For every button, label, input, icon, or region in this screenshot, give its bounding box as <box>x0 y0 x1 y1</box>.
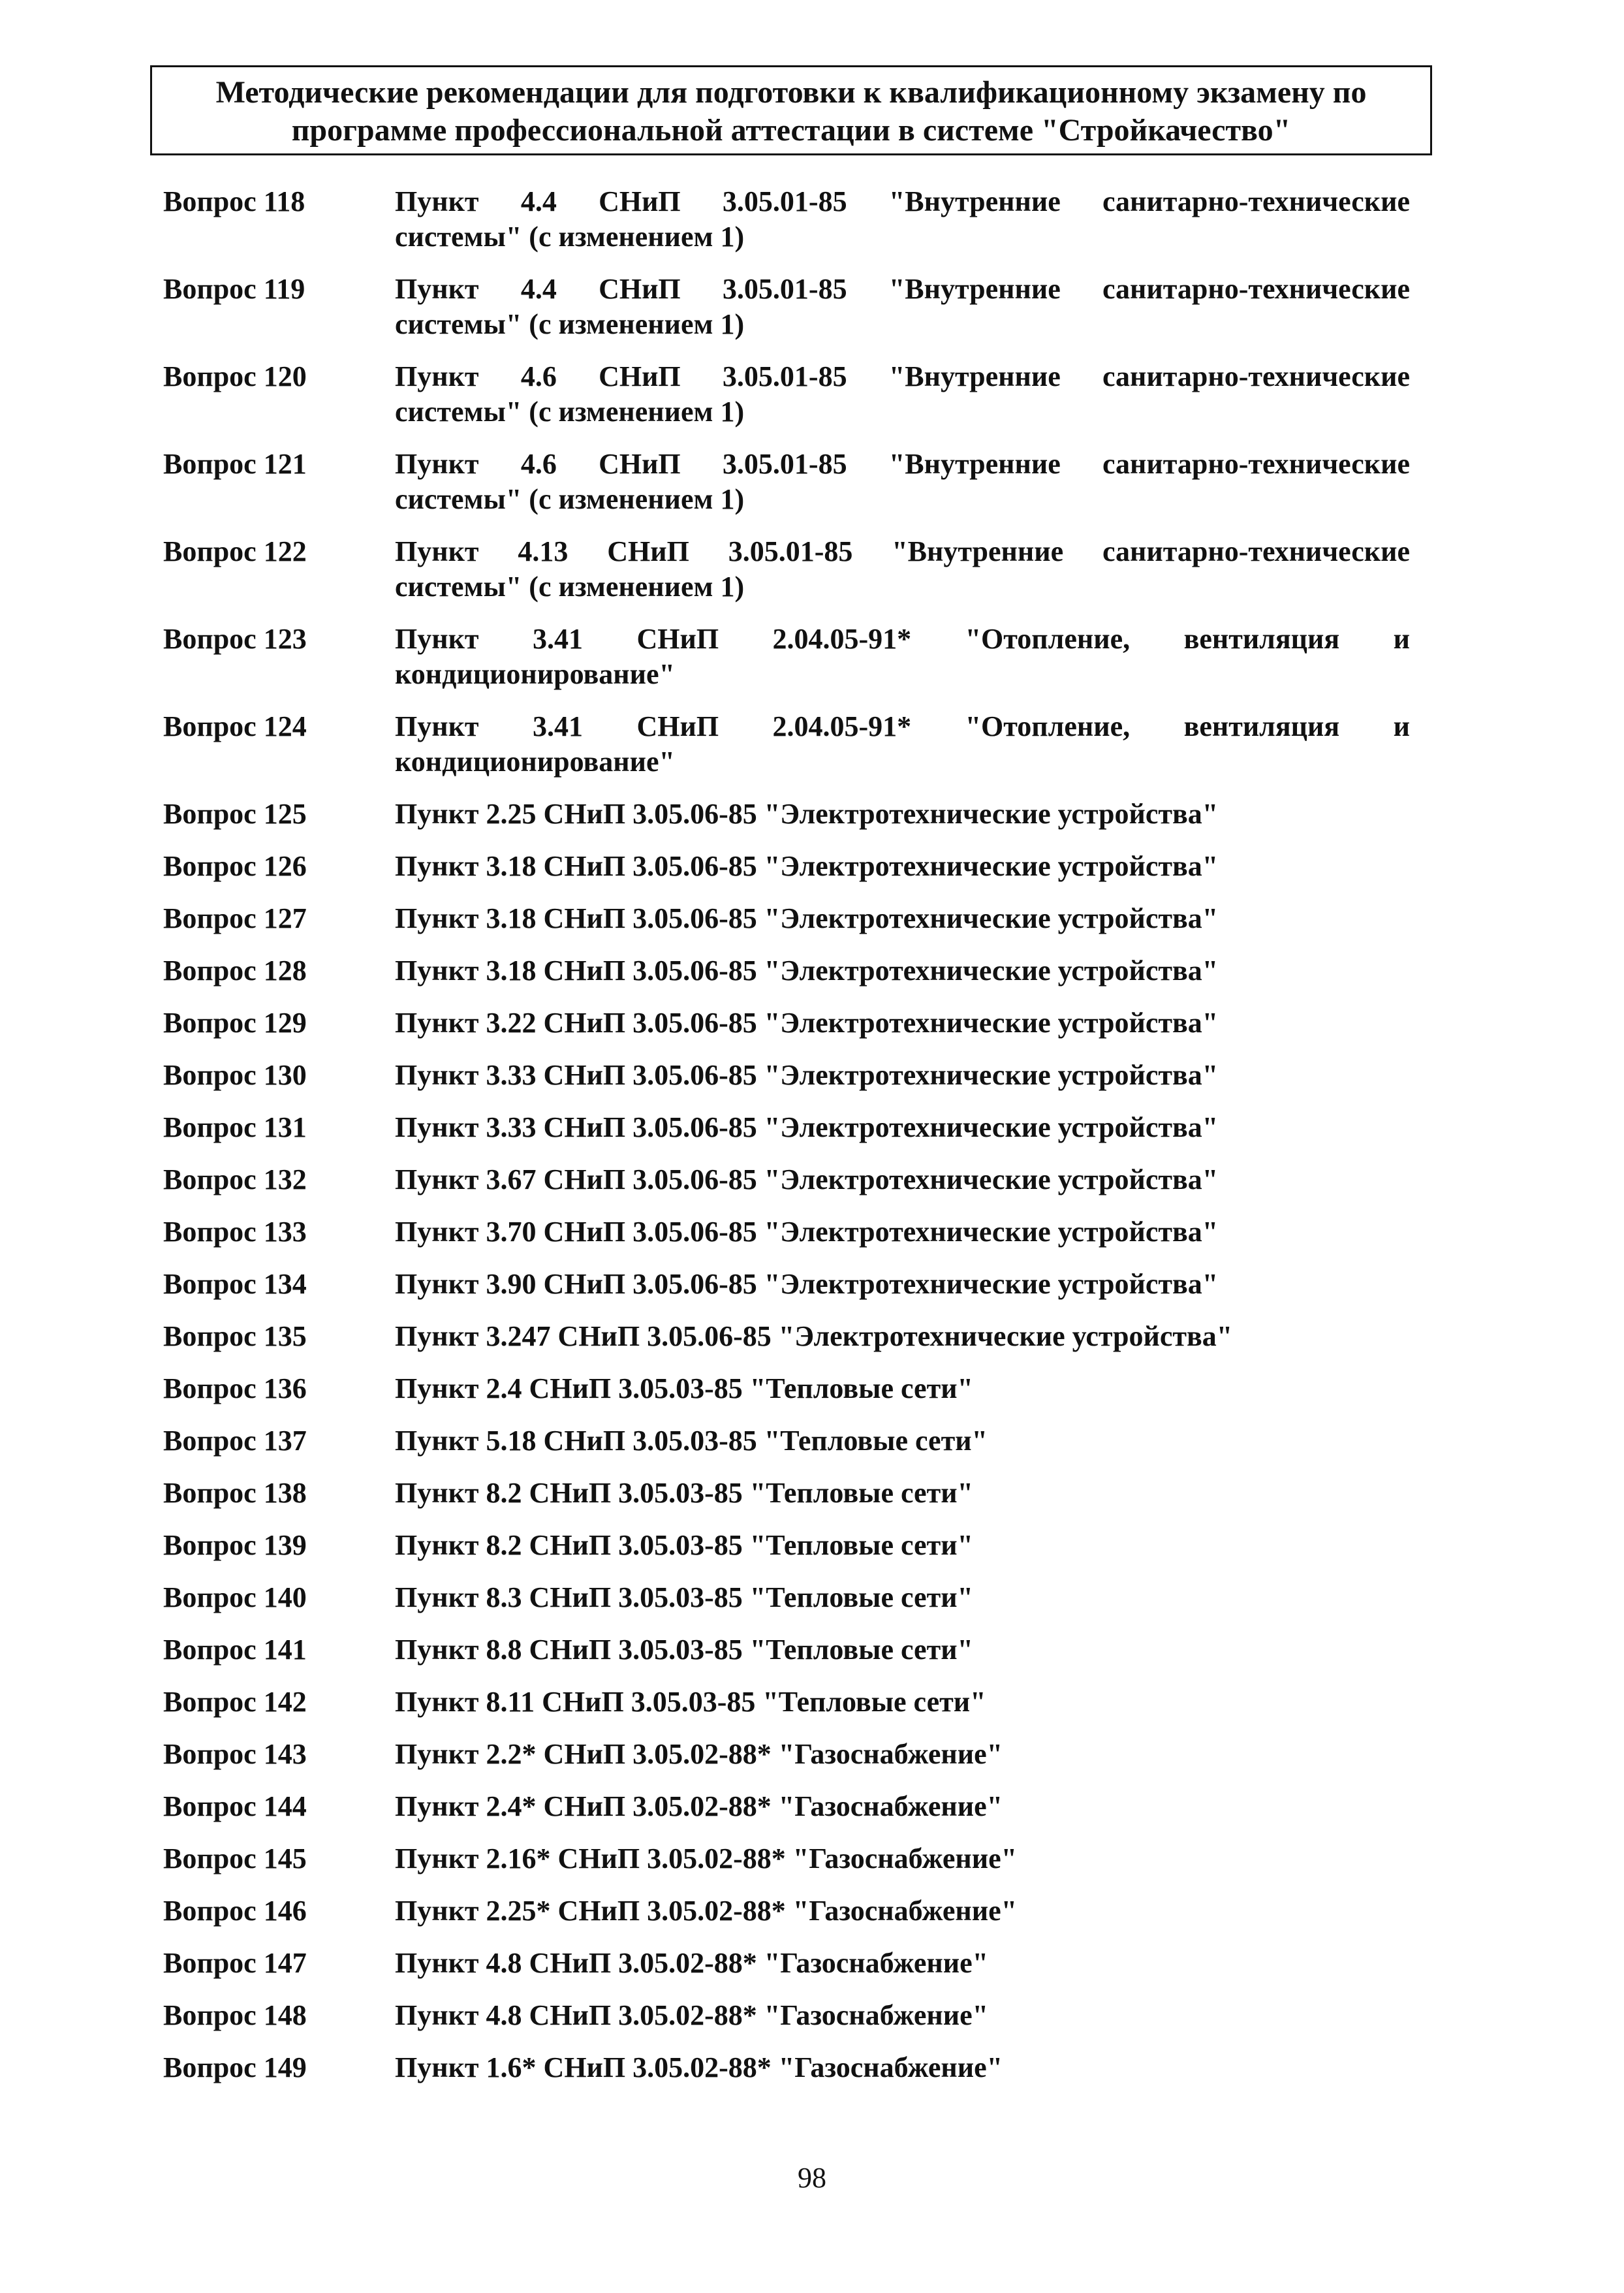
answer-reference: Пункт 2.25 СНиП 3.05.06-85 "Электротехнические устройства" <box>395 798 1219 830</box>
question-number: Вопрос 126 <box>163 850 307 882</box>
answer-reference: Пункт 3.33 СНиП 3.05.06-85 "Электротехнические устройства" <box>395 1059 1219 1091</box>
question-number: Вопрос 134 <box>163 1268 307 1300</box>
answer-line-2: системы" (с изменением 1) <box>395 308 745 340</box>
answer-reference: Пункт 1.6* СНиП 3.05.02-88* "Газоснабжение" <box>395 2051 1003 2083</box>
answer-line-1: Пункт 3.41 СНиП 2.04.05-91* "Отопление, вентиляция и <box>395 710 1410 742</box>
question-number: Вопрос 130 <box>163 1059 307 1091</box>
answer-reference: Пункт 8.3 СНиП 3.05.03-85 "Тепловые сети" <box>395 1581 973 1613</box>
answer-reference: Пункт 8.8 СНиП 3.05.03-85 "Тепловые сети" <box>395 1634 973 1666</box>
answer-reference: Пункт 8.11 СНиП 3.05.03-85 "Тепловые сети" <box>395 1686 986 1718</box>
answer-reference: Пункт 3.90 СНиП 3.05.06-85 "Электротехнические устройства" <box>395 1268 1219 1300</box>
answer-line-2: системы" (с изменением 1) <box>395 221 745 253</box>
question-number: Вопрос 137 <box>163 1425 307 1457</box>
question-number: Вопрос 138 <box>163 1477 307 1509</box>
answer-reference <box>395 709 1410 780</box>
question-number: Вопрос 118 <box>163 185 305 217</box>
answer-reference <box>395 272 1410 342</box>
answer-reference: Пункт 2.4* СНиП 3.05.02-88* "Газоснабжение" <box>395 1790 1003 1822</box>
question-number: Вопрос 124 <box>163 710 307 742</box>
question-number: Вопрос 120 <box>163 360 307 392</box>
question-number: Вопрос 141 <box>163 1634 307 1666</box>
answer-reference: Пункт 3.18 СНиП 3.05.06-85 "Электротехнические устройства" <box>395 850 1219 882</box>
answer-reference <box>395 359 1410 430</box>
answer-reference <box>395 534 1410 605</box>
question-number: Вопрос 128 <box>163 955 307 987</box>
question-number: Вопрос 123 <box>163 623 307 655</box>
answer-line-1: Пункт 4.4 СНиП 3.05.01-85 "Внутренние санитарно-технические <box>395 273 1410 305</box>
answer-line-2: системы" (с изменением 1) <box>395 483 745 515</box>
answer-line-1: Пункт 4.4 СНиП 3.05.01-85 "Внутренние санитарно-технические <box>395 185 1410 217</box>
answer-reference: Пункт 5.18 СНиП 3.05.03-85 "Тепловые сети" <box>395 1425 988 1457</box>
answer-reference: Пункт 2.16* СНиП 3.05.02-88* "Газоснабжение" <box>395 1842 1018 1874</box>
question-number: Вопрос 133 <box>163 1216 307 1248</box>
question-number: Вопрос 129 <box>163 1007 307 1039</box>
answer-reference: Пункт 3.22 СНиП 3.05.06-85 "Электротехнические устройства" <box>395 1007 1219 1039</box>
question-number: Вопрос 144 <box>163 1790 307 1822</box>
question-number: Вопрос 139 <box>163 1529 307 1561</box>
question-number: Вопрос 131 <box>163 1111 307 1143</box>
answer-reference: Пункт 4.8 СНиП 3.05.02-88* "Газоснабжение" <box>395 1947 989 1979</box>
answer-reference: Пункт 3.70 СНиП 3.05.06-85 "Электротехнические устройства" <box>395 1216 1219 1248</box>
answer-line-2: кондиционирование" <box>395 746 675 778</box>
answer-line-1: Пункт 4.6 СНиП 3.05.01-85 "Внутренние санитарно-технические <box>395 360 1410 392</box>
answer-reference <box>395 184 1410 255</box>
answer-line-2: кондиционирование" <box>395 658 675 690</box>
question-number: Вопрос 119 <box>163 273 305 305</box>
question-number: Вопрос 132 <box>163 1163 307 1195</box>
answer-reference: Пункт 3.18 СНиП 3.05.06-85 "Электротехнические устройства" <box>395 955 1219 987</box>
answer-reference: Пункт 8.2 СНиП 3.05.03-85 "Тепловые сети" <box>395 1529 973 1561</box>
question-number: Вопрос 149 <box>163 2051 307 2083</box>
answer-reference: Пункт 8.2 СНиП 3.05.03-85 "Тепловые сети" <box>395 1477 973 1509</box>
question-number: Вопрос 135 <box>163 1320 307 1352</box>
page-number: 98 <box>798 2162 826 2194</box>
question-number: Вопрос 142 <box>163 1686 307 1718</box>
header-line-2: программе профессиональной аттестации в системе "Стройкачество" <box>291 113 1291 148</box>
answer-reference: Пункт 3.33 СНиП 3.05.06-85 "Электротехнические устройства" <box>395 1111 1219 1143</box>
answer-reference <box>395 447 1410 517</box>
answer-reference <box>395 622 1410 692</box>
question-number: Вопрос 147 <box>163 1947 307 1979</box>
question-number: Вопрос 121 <box>163 448 307 480</box>
answer-line-1: Пункт 3.41 СНиП 2.04.05-91* "Отопление, вентиляция и <box>395 623 1410 655</box>
answer-reference: Пункт 2.25* СНиП 3.05.02-88* "Газоснабжение" <box>395 1895 1018 1927</box>
answer-reference: Пункт 3.67 СНиП 3.05.06-85 "Электротехнические устройства" <box>395 1163 1219 1195</box>
question-number: Вопрос 136 <box>163 1372 307 1404</box>
answer-reference: Пункт 4.8 СНиП 3.05.02-88* "Газоснабжение" <box>395 1999 989 2031</box>
answer-line-2: системы" (с изменением 1) <box>395 571 745 603</box>
answer-reference: Пункт 3.247 СНиП 3.05.06-85 "Электротехнические устройства" <box>395 1320 1233 1352</box>
answer-line-1: Пункт 4.13 СНиП 3.05.01-85 "Внутренние санитарно-технические <box>395 535 1410 567</box>
question-number: Вопрос 122 <box>163 535 307 567</box>
answer-reference: Пункт 2.2* СНиП 3.05.02-88* "Газоснабжение" <box>395 1738 1003 1770</box>
question-number: Вопрос 145 <box>163 1842 307 1874</box>
answer-line-1: Пункт 4.6 СНиП 3.05.01-85 "Внутренние санитарно-технические <box>395 448 1410 480</box>
question-number: Вопрос 127 <box>163 902 307 934</box>
question-number: Вопрос 125 <box>163 798 307 830</box>
question-number: Вопрос 140 <box>163 1581 307 1613</box>
answer-reference: Пункт 3.18 СНиП 3.05.06-85 "Электротехнические устройства" <box>395 902 1219 934</box>
header-line-1: Методические рекомендации для подготовки к квалификационному экзамену по <box>215 75 1367 110</box>
question-number: Вопрос 148 <box>163 1999 307 2031</box>
question-number: Вопрос 143 <box>163 1738 307 1770</box>
answer-line-2: системы" (с изменением 1) <box>395 396 745 428</box>
answer-reference: Пункт 2.4 СНиП 3.05.03-85 "Тепловые сети" <box>395 1372 973 1404</box>
question-number: Вопрос 146 <box>163 1895 307 1927</box>
